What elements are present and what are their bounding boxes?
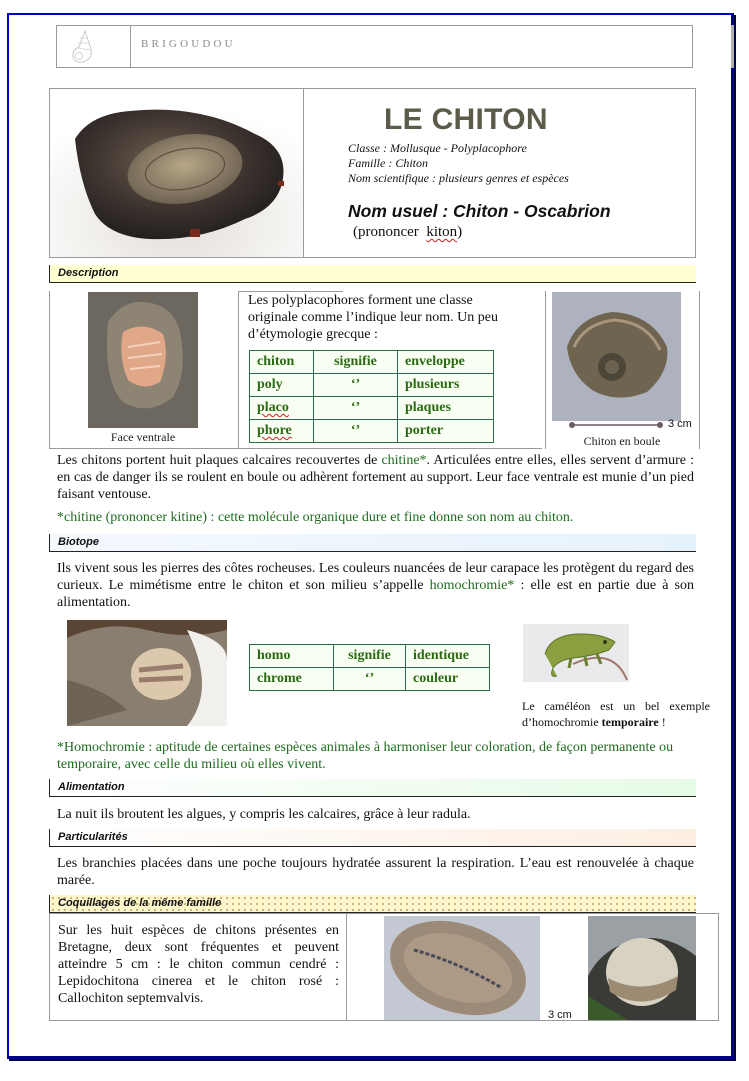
etymology-table-homochromie	[249, 644, 490, 691]
chameleon-photo	[523, 624, 629, 682]
classification	[348, 141, 569, 186]
table-cell: identique	[406, 645, 490, 668]
table-row	[250, 420, 494, 443]
title-text	[304, 89, 695, 257]
etymology-table-polyplacophore	[249, 350, 494, 443]
footnote-chitine: *chitine (prononcer kitine) : cette molécule organique dure et fine donne son nom au chiton.	[57, 510, 574, 525]
table-cell: homo	[250, 645, 334, 668]
table-cell: porter	[398, 420, 494, 443]
table-cell-text: placo	[257, 400, 289, 415]
banner-logo	[57, 26, 131, 67]
table-cell: plaques	[398, 397, 494, 420]
site-banner	[56, 25, 693, 68]
table-cell: ‘’	[314, 397, 398, 420]
section-header-particularites: Particularités	[49, 829, 696, 847]
text: : elle est en partie due à son alimentation.	[57, 578, 695, 610]
pronounce-prefix: (prononcer	[353, 224, 419, 240]
common-name: Nom usuel : Chiton - Oscabrion	[348, 201, 611, 221]
title-block	[49, 88, 696, 258]
table-row	[250, 397, 494, 420]
pronounce-suffix: )	[457, 224, 463, 240]
text: Le caméléon est un bel exemple d’homochromie	[522, 699, 710, 729]
section-header-biotope: Biotope	[49, 534, 696, 552]
table-cell: signifie	[314, 351, 398, 374]
chiton-rose-photo	[588, 916, 696, 1020]
text-bold: temporaire	[601, 715, 659, 729]
table-cell: chiton	[250, 351, 314, 374]
text: !	[658, 715, 666, 729]
table-cell	[250, 397, 314, 420]
table-cell: ‘’	[334, 668, 406, 691]
table-row	[250, 668, 490, 691]
scrollbar-thumb[interactable]	[731, 25, 734, 68]
divider	[238, 291, 239, 449]
text: Ils vivent sous les pierres des côtes rocheuses. Les couleurs nuancées de leur carapace les protègent du regard des curieux. Le mimétisme entre le chiton et son milieu s’appelle	[57, 561, 694, 593]
text: . Articulées entre elles, elles servent d’armure : en cas de danger ils se roulent en boule ou adhèrent fortement au support. Leur face ventrale est munie d’un pied faisant ventouse.	[57, 453, 694, 502]
description-intro: Les polyplacophores forment une classe originale comme l’indique leur nom. Un peu d’étymologie grecque :	[248, 293, 498, 342]
divider	[49, 448, 542, 449]
scale-label: 3 cm	[548, 1009, 572, 1021]
table-row	[250, 351, 494, 374]
table-cell: couleur	[406, 668, 490, 691]
caption-face-ventrale: Face ventrale	[110, 430, 176, 444]
caption-chiton-en-boule: Chiton en boule	[583, 434, 661, 448]
chiton-camouflage-photo	[67, 620, 227, 726]
section-header-description: Description	[49, 265, 696, 283]
chiton-photo-main	[50, 89, 304, 257]
chiton-rolled-photo	[552, 292, 681, 421]
chiton-cendre-photo	[384, 916, 540, 1020]
particularites-text: Les branchies placées dans une poche toujours hydratée assurent la respiration. L’eau est renouvelée à chaque marée.	[57, 856, 694, 888]
coquillages-text: Sur les huit espèces de chitons présentes en Bretagne, deux sont fréquentes et peuvent atteindre 5 cm : le chiton commun cendré : Lepidochitona cinerea et le chiton rosé : Callochiton septemvalvis.	[58, 923, 339, 1006]
term-homochromie: homochromie*	[429, 578, 515, 593]
table-cell-text: phore	[257, 423, 292, 438]
description-paragraph	[57, 452, 694, 503]
pronunciation	[353, 224, 462, 241]
table-cell	[250, 420, 314, 443]
divider	[346, 914, 347, 1020]
section-header-coquillages: Coquillages de la même famille	[49, 895, 696, 913]
snail-shell-icon	[67, 29, 97, 65]
term-chitine: chitine*	[381, 453, 427, 468]
scale-bar	[568, 420, 668, 430]
page-title: LE CHITON	[384, 103, 548, 136]
table-cell: plusieurs	[398, 374, 494, 397]
table-cell: ‘’	[314, 374, 398, 397]
alimentation-text: La nuit ils broutent les algues, y compris les calcaires, grâce à leur radula.	[57, 807, 471, 822]
section-header-alimentation: Alimentation	[49, 779, 696, 797]
pronounce-word: kiton	[426, 224, 458, 240]
divider	[545, 291, 546, 449]
classification-family: Famille : Chiton	[348, 156, 428, 170]
chameleon-caption	[522, 698, 710, 730]
table-cell: enveloppe	[398, 351, 494, 374]
table-cell: chrome	[250, 668, 334, 691]
table-row	[250, 374, 494, 397]
table-cell: signifie	[334, 645, 406, 668]
chiton-ventral-photo	[88, 292, 198, 428]
text: Les chitons portent huit plaques calcaires recouvertes de	[57, 453, 382, 468]
table-cell: poly	[250, 374, 314, 397]
table-cell: ‘’	[314, 420, 398, 443]
biotope-paragraph	[57, 560, 694, 611]
classification-scientific-name: Nom scientifique : plusieurs genres et espèces	[348, 171, 569, 185]
footnote-homochromie: *Homochromie : aptitude de certaines espèces animales à harmoniser leur coloration, de façon permanente ou temporaire, avec celle du milieu où elles vivent.	[57, 740, 674, 772]
scale-label: 3 cm	[668, 418, 692, 430]
site-name: BRIGOUDOU	[141, 38, 236, 50]
classification-class: Classe : Mollusque - Polyplacophore	[348, 141, 527, 155]
table-row	[250, 645, 490, 668]
